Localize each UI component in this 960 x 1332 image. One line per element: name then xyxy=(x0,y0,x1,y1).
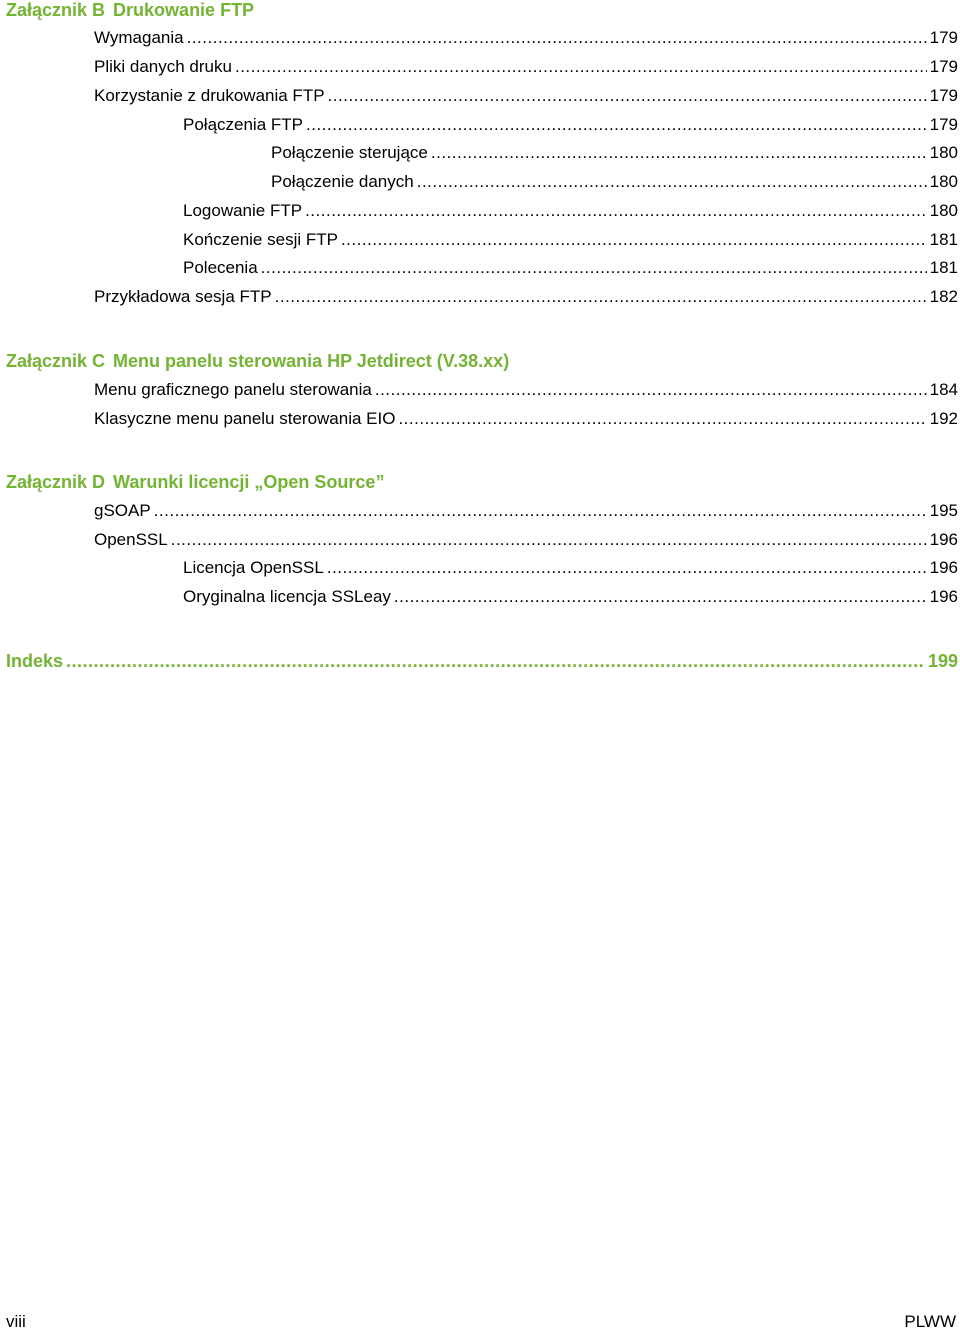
toc-entry-label: Pliki danych druku xyxy=(94,57,232,76)
toc-entry-openssl[interactable] xyxy=(94,530,958,552)
toc-entry-wymagania[interactable] xyxy=(94,28,958,50)
toc-entry-page: 179 xyxy=(929,28,958,47)
toc-entry-label: Oryginalna licencja SSLeay xyxy=(183,587,391,606)
toc-entry-label: Menu graficznego panelu sterowania xyxy=(94,380,372,399)
toc-entry-page: 199 xyxy=(927,651,958,671)
toc-entry-gsoap[interactable] xyxy=(94,501,958,523)
toc-entry-indeks[interactable] xyxy=(6,651,958,673)
toc-entry-page: 181 xyxy=(929,230,958,249)
toc-entry-page: 179 xyxy=(929,115,958,134)
toc-entry-label: Połączenia FTP xyxy=(183,115,303,134)
toc-leader xyxy=(171,530,927,550)
toc-entry-page: 180 xyxy=(929,172,958,191)
toc-leader xyxy=(66,651,925,672)
toc-entry-konczenie-sesji[interactable] xyxy=(183,230,958,252)
toc-entry-label: Połączenie danych xyxy=(271,172,414,191)
toc-entry-label: OpenSSL xyxy=(94,530,168,549)
toc-leader xyxy=(375,380,927,400)
toc-entry-menu-graficzne[interactable] xyxy=(94,380,958,402)
toc-entry-label: Indeks xyxy=(6,651,64,671)
section-number: Załącznik D xyxy=(6,472,106,492)
toc-entry-page: 182 xyxy=(929,287,958,306)
toc-leader xyxy=(398,409,926,429)
toc-leader xyxy=(328,86,927,106)
toc-entry-polaczenie-sterujace[interactable] xyxy=(271,143,958,165)
toc-entry-label: Wymagania xyxy=(94,28,184,47)
toc-entry-page: 179 xyxy=(929,86,958,105)
section-name: Menu panelu sterowania HP Jetdirect (V.38.xx) xyxy=(113,351,510,371)
toc-entry-page: 184 xyxy=(929,380,958,399)
section-number: Załącznik C xyxy=(6,351,106,371)
toc-entry-label: Przykładowa sesja FTP xyxy=(94,287,272,306)
section-name: Warunki licencji „Open Source” xyxy=(113,472,385,492)
toc-entry-pliki-danych[interactable] xyxy=(94,57,958,79)
toc-entry-polaczenie-danych[interactable] xyxy=(271,172,958,194)
toc-entry-label: Licencja OpenSSL xyxy=(183,558,324,577)
toc-entry-page: 179 xyxy=(929,57,958,76)
toc-entry-polecenia[interactable] xyxy=(183,258,958,280)
toc-leader xyxy=(306,115,927,135)
toc-entry-label: Połączenie sterujące xyxy=(271,143,428,162)
footer-code: PLWW xyxy=(904,1312,956,1331)
toc-entry-page: 192 xyxy=(929,409,958,428)
toc-entry-label: Kończenie sesji FTP xyxy=(183,230,338,249)
toc-entry-page: 180 xyxy=(929,143,958,162)
footer-page-number: viii xyxy=(6,1312,26,1331)
toc-entry-label: Polecenia xyxy=(183,258,258,277)
toc-entry-licencja-ssleay[interactable] xyxy=(183,587,958,609)
toc-entry-page: 180 xyxy=(929,201,958,220)
toc-leader xyxy=(275,287,927,307)
toc-leader xyxy=(305,201,927,221)
section-title-c xyxy=(6,351,509,372)
toc-entry-przykladowa-sesja[interactable] xyxy=(94,287,958,309)
toc-entry-label: Korzystanie z drukowania FTP xyxy=(94,86,325,105)
toc-leader xyxy=(187,28,927,48)
toc-entry-korzystanie[interactable] xyxy=(94,86,958,108)
toc-entry-menu-klasyczne[interactable] xyxy=(94,409,958,431)
toc-entry-polaczenia-ftp[interactable] xyxy=(183,115,958,137)
toc-leader xyxy=(341,230,927,250)
toc-entry-label: gSOAP xyxy=(94,501,151,520)
section-name: Drukowanie FTP xyxy=(113,0,255,20)
section-title-b xyxy=(6,0,254,21)
toc-leader xyxy=(394,587,927,607)
toc-entry-page: 196 xyxy=(929,587,958,606)
toc-entry-label: Klasyczne menu panelu sterowania EIO xyxy=(94,409,396,428)
toc-entry-label: Logowanie FTP xyxy=(183,201,303,220)
toc-leader xyxy=(154,501,927,521)
toc-entry-licencja-openssl[interactable] xyxy=(183,558,958,580)
section-title-d xyxy=(6,472,384,493)
toc-leader xyxy=(417,172,927,192)
toc-leader xyxy=(235,57,927,77)
toc-leader xyxy=(261,258,927,278)
toc-leader xyxy=(431,143,927,163)
toc-leader xyxy=(327,558,927,578)
toc-entry-page: 196 xyxy=(929,530,958,549)
section-number: Załącznik B xyxy=(6,0,106,20)
toc-entry-page: 195 xyxy=(929,501,958,520)
toc-entry-page: 181 xyxy=(929,258,958,277)
toc-entry-logowanie[interactable] xyxy=(183,201,958,223)
toc-entry-page: 196 xyxy=(929,558,958,577)
